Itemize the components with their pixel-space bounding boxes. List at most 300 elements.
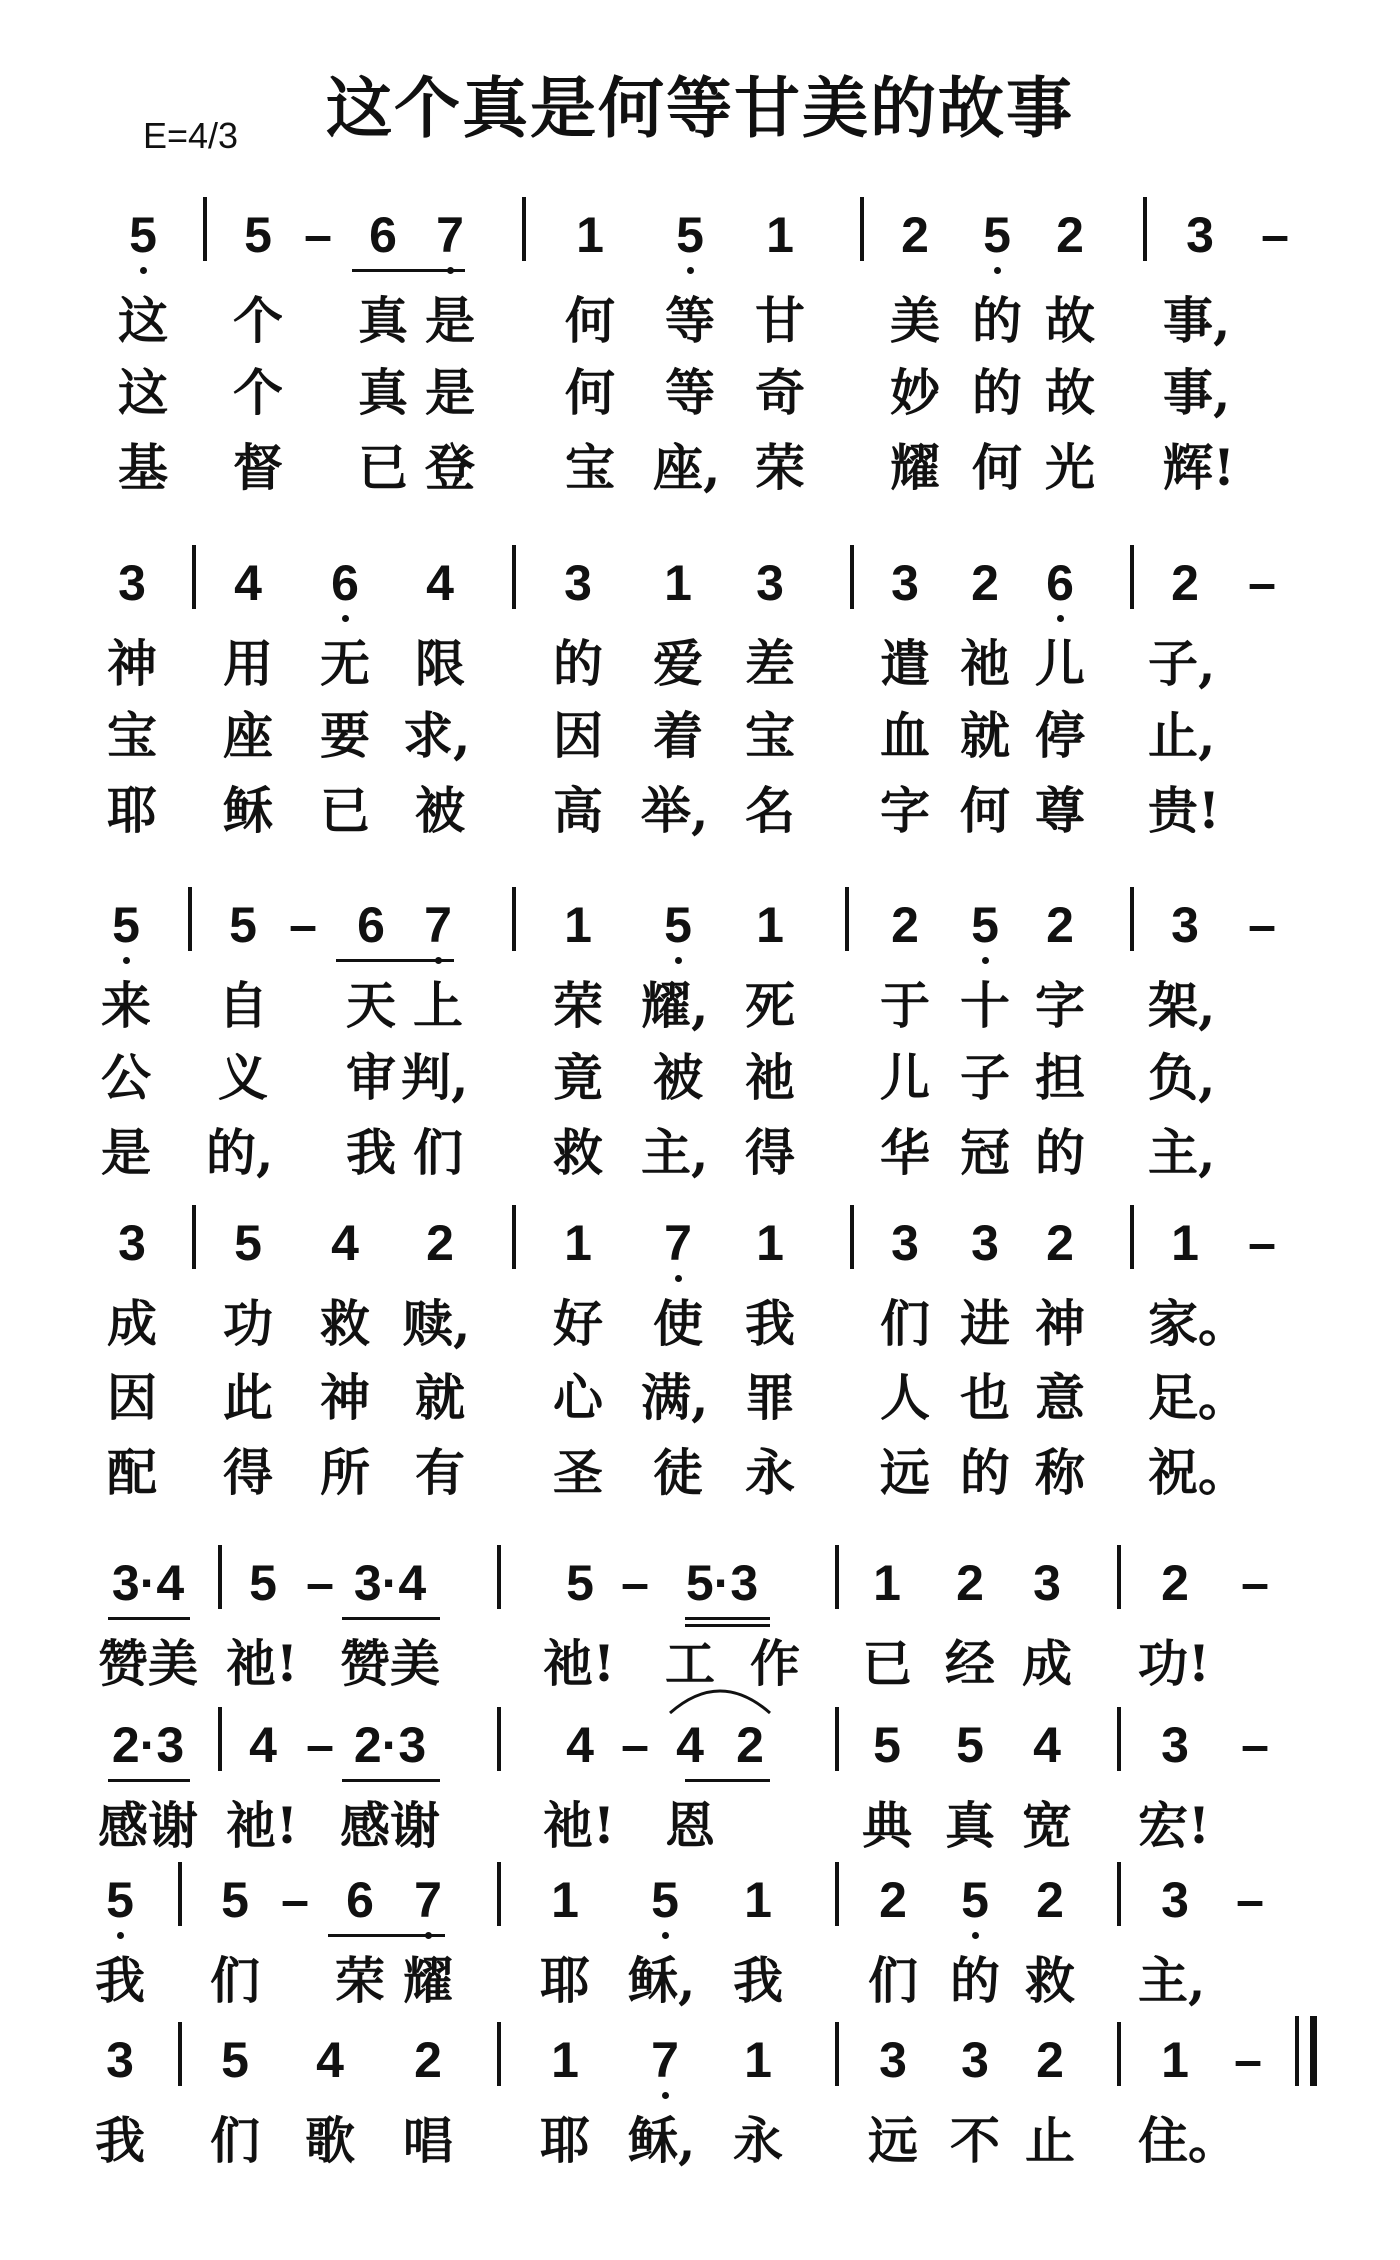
lyric-word: [628, 2110, 728, 2172]
lyric-text: 满,: [641, 1368, 709, 1427]
hold-dash: [1222, 1213, 1302, 1293]
bar-line: [835, 2022, 839, 2086]
key-signature: E=4/3: [143, 115, 239, 156]
note-text: –: [621, 1717, 649, 1773]
lyric-word: [413, 437, 487, 499]
bar-line: [512, 545, 516, 609]
lyric-text: 督: [233, 438, 283, 497]
note-text: 2: [1036, 2032, 1064, 2088]
lyric-word: [198, 1950, 272, 2012]
hold-dash: [1215, 1553, 1295, 1633]
lyric-text: 远: [868, 2111, 918, 2170]
lyric-word: [541, 705, 615, 767]
note-text: 2: [1056, 207, 1084, 263]
lyric-word: [206, 1047, 280, 1109]
lyric-word: [226, 1795, 326, 1857]
note: [1135, 1553, 1215, 1633]
note: [208, 1213, 288, 1293]
final-bar-line: [1295, 2016, 1299, 2086]
lyric-text: 甘: [755, 291, 805, 350]
lyric-word: [733, 780, 807, 842]
lyric-text: 耀: [890, 438, 940, 497]
lyric-word: [850, 1795, 924, 1857]
lyric-word: [1163, 290, 1263, 352]
lyric-text: 血: [880, 706, 930, 765]
lyric-line: [0, 633, 1400, 703]
note: [935, 2030, 1015, 2110]
lyric-text: 祂!: [226, 1796, 298, 1855]
lyric-word: [653, 437, 753, 499]
note-text: 1: [756, 897, 784, 953]
note-text: 5: [873, 1717, 901, 1773]
note: [853, 2030, 933, 2110]
lyric-text: 已: [358, 438, 408, 497]
note: [865, 1213, 945, 1293]
lyric-text: 感谢: [340, 1796, 440, 1855]
lyric-word: [1013, 2110, 1087, 2172]
note: [710, 1715, 790, 1795]
note-text: 5: [129, 207, 157, 263]
lyric-text: 徒: [653, 1443, 703, 1502]
lyric-text: 事,: [1163, 291, 1231, 350]
note-text: 1: [664, 555, 692, 611]
note: [1145, 553, 1225, 633]
lyric-word: [948, 975, 1022, 1037]
note: [930, 1715, 1010, 1795]
bar-line: [1143, 197, 1147, 261]
lyric-text: 事,: [1163, 363, 1231, 422]
lyric-word: [211, 1293, 285, 1355]
note: [1020, 1213, 1100, 1293]
notation-row: [0, 1715, 1400, 1785]
lyric-text: 竟: [553, 1048, 603, 1107]
lyric-word: [868, 633, 942, 695]
lyric-text: 座,: [653, 438, 721, 497]
lyric-word: [1023, 1047, 1097, 1109]
lyric-word: [938, 1950, 1012, 2012]
note-text: 3: [1186, 207, 1214, 263]
lyric-word: [334, 1047, 408, 1109]
note: [847, 1715, 927, 1795]
note: [930, 1553, 1010, 1633]
lyric-text: 不: [950, 2111, 1000, 2170]
lyric-text: 神: [320, 1368, 370, 1427]
note: [290, 2030, 370, 2110]
lyric-word: [334, 1122, 408, 1184]
lyric-text: 们: [210, 1951, 260, 2010]
lyric-word: [83, 2110, 157, 2172]
lyric-text: 宝: [745, 706, 795, 765]
note: [935, 1870, 1015, 1950]
lyric-line: [0, 705, 1400, 775]
lyric-word: [528, 2110, 602, 2172]
note-text: 5·3: [685, 1555, 759, 1611]
note: [400, 1213, 480, 1293]
bar-line: [192, 1205, 196, 1269]
lyric-text: 死: [745, 976, 795, 1035]
lyric-text: 华: [880, 1123, 930, 1182]
lyric-text: 就: [960, 706, 1010, 765]
lyric-word: [413, 362, 487, 424]
note-text: 5: [106, 1872, 134, 1928]
lyric-word: [933, 1633, 1007, 1695]
lyric-word: [948, 1047, 1022, 1109]
lyric-word: [1148, 633, 1248, 695]
lyric-text: 们: [868, 1951, 918, 2010]
lyric-word: [1148, 1367, 1248, 1429]
note: [1160, 205, 1240, 285]
lyric-word: [403, 780, 477, 842]
lyric-word: [391, 2110, 465, 2172]
low-octave-dot: [675, 1275, 682, 1282]
song-title: 这个真是何等甘美的故事: [326, 70, 1074, 147]
note-text: 5: [229, 897, 257, 953]
note: [730, 1213, 810, 1293]
note-text: 2: [1171, 555, 1199, 611]
note-text: 5: [983, 207, 1011, 263]
note: [853, 1870, 933, 1950]
note: [103, 205, 183, 285]
lyric-text: 个: [233, 363, 283, 422]
lyric-text: 也: [960, 1368, 1010, 1427]
lyric-text: 用: [223, 634, 273, 693]
lyric-word: [541, 1047, 615, 1109]
note-text: 3: [118, 1215, 146, 1271]
note: [718, 2030, 798, 2110]
bar-line: [835, 1707, 839, 1771]
lyric-text: 义: [218, 1048, 268, 1107]
lyric-word: [106, 437, 180, 499]
notation-row: [0, 1870, 1400, 1940]
lyric-line: [0, 290, 1400, 360]
bar-line: [835, 1862, 839, 1926]
lyric-text: 儿: [1035, 634, 1085, 693]
note: [730, 553, 810, 633]
lyric-text: 字: [880, 781, 930, 840]
lyric-word: [89, 1047, 163, 1109]
note-text: 4: [1033, 1717, 1061, 1773]
note: [1020, 895, 1100, 975]
note-text: 5: [249, 1555, 277, 1611]
lyric-word: [346, 437, 420, 499]
lyric-text: 工: [665, 1634, 715, 1693]
lyric-word: [528, 1950, 602, 2012]
lyric-word: [330, 1633, 450, 1695]
note-text: –: [1241, 1717, 1269, 1773]
lyric-text: 的: [553, 634, 603, 693]
lyric-word: [1023, 1367, 1097, 1429]
lyric-text: 被: [653, 1048, 703, 1107]
lyric-word: [868, 1367, 942, 1429]
lyric-text: 真: [358, 291, 408, 350]
lyric-word: [733, 705, 807, 767]
slur: [665, 1677, 775, 1717]
lyric-text: 主,: [1148, 1123, 1216, 1182]
lyric-line: [0, 1047, 1400, 1117]
lyric-word: [211, 780, 285, 842]
lyric-word: [308, 780, 382, 842]
low-octave-dot: [1057, 615, 1064, 622]
lyric-word: [221, 362, 295, 424]
lyric-text: 名: [745, 781, 795, 840]
note-text: 2·3: [111, 1717, 185, 1773]
note-text: 1: [744, 2032, 772, 2088]
note-text: 1: [576, 207, 604, 263]
lyric-word: [733, 1293, 807, 1355]
lyric-word: [960, 290, 1034, 352]
lyric-text: 妙: [890, 363, 940, 422]
lyric-text: 称: [1035, 1443, 1085, 1502]
lyric-word: [948, 780, 1022, 842]
low-octave-dot: [675, 957, 682, 964]
lyric-text: 登: [425, 438, 475, 497]
lyric-word: [868, 975, 942, 1037]
note-text: 7: [651, 2032, 679, 2088]
lyric-text: 求,: [403, 706, 471, 765]
lyric-word: [733, 975, 807, 1037]
note-text: –: [306, 1555, 334, 1611]
lyric-text: 荣: [755, 438, 805, 497]
lyric-word: [541, 975, 615, 1037]
lyric-text: 恩: [665, 1796, 715, 1855]
lyric-text: 于: [880, 976, 930, 1035]
lyric-text: 荣: [335, 1951, 385, 2010]
hold-dash: [1208, 2030, 1288, 2110]
lyric-text: 子,: [1148, 634, 1216, 693]
note-text: –: [1248, 1215, 1276, 1271]
lyric-text: 耀: [403, 1951, 453, 2010]
note: [388, 1870, 468, 1950]
lyric-word: [83, 1950, 157, 2012]
lyric-word: [743, 437, 817, 499]
lyric-word: [868, 1047, 942, 1109]
lyric-text: 作: [750, 1634, 800, 1693]
lyric-text: 救: [553, 1123, 603, 1182]
note: [1010, 1870, 1090, 1950]
lyric-line: [0, 1367, 1400, 1437]
lyric-word: [1010, 1795, 1084, 1857]
bar-line: [1117, 1707, 1121, 1771]
lyric-text: 高: [553, 781, 603, 840]
lyric-word: [211, 633, 285, 695]
lyric-text: 公: [101, 1048, 151, 1107]
lyric-word: [95, 1367, 169, 1429]
lyric-text: 光: [1045, 438, 1095, 497]
note-text: –: [1241, 1555, 1269, 1611]
note: [398, 895, 478, 975]
lyric-word: [541, 780, 615, 842]
lyric-text: 救: [320, 1294, 370, 1353]
lyric-text: 神: [107, 634, 157, 693]
note-text: 1: [564, 1215, 592, 1271]
lyric-text: 何: [565, 291, 615, 350]
lyric-word: [868, 705, 942, 767]
note: [92, 1213, 172, 1293]
lyric-text: 就: [415, 1368, 465, 1427]
note: [1030, 205, 1110, 285]
note-text: 2: [426, 1215, 454, 1271]
note: [80, 2030, 160, 2110]
low-octave-dot: [982, 957, 989, 964]
note-text: 2: [736, 1717, 764, 1773]
lyric-text: 祂!: [543, 1634, 615, 1693]
note: [847, 1553, 927, 1633]
lyric-word: [553, 290, 627, 352]
note: [1020, 553, 1100, 633]
note-text: 4: [676, 1717, 704, 1773]
note: [80, 1870, 160, 1950]
note-text: –: [1248, 897, 1276, 953]
lyric-word: [653, 290, 727, 352]
lyric-text: 停: [1035, 706, 1085, 765]
bar-line: [497, 1862, 501, 1926]
lyric-word: [653, 1795, 727, 1857]
notation-row: [0, 2030, 1400, 2100]
lyric-text: 们: [210, 2111, 260, 2170]
note-text: 1: [756, 1215, 784, 1271]
lyric-word: [308, 633, 382, 695]
hold-dash: [595, 1553, 675, 1633]
lyric-text: 子: [960, 1048, 1010, 1107]
lyric-text: 祂: [960, 634, 1010, 693]
lyric-word: [198, 2110, 272, 2172]
lyric-line: [0, 780, 1400, 850]
hold-dash: [1235, 205, 1315, 285]
note: [538, 1213, 618, 1293]
note-text: –: [289, 897, 317, 953]
lyric-word: [1023, 633, 1097, 695]
note-text: 5: [956, 1717, 984, 1773]
lyric-word: [211, 1367, 285, 1429]
lyric-word: [95, 780, 169, 842]
note-text: 4: [566, 1717, 594, 1773]
lyric-word: [641, 1047, 715, 1109]
bar-line: [178, 1862, 182, 1926]
note: [538, 553, 618, 633]
lyric-text: 配: [107, 1443, 157, 1502]
lyric-line: [0, 1795, 1400, 1865]
note-text: 1: [1161, 2032, 1189, 2088]
lyric-text: 稣,: [628, 1951, 696, 2010]
bar-line: [218, 1707, 222, 1771]
lyric-word: [308, 1293, 382, 1355]
lyric-word: [1023, 1442, 1097, 1504]
bar-line: [835, 1545, 839, 1609]
low-octave-dot: [687, 267, 694, 274]
lyric-word: [1033, 362, 1107, 424]
lyric-word: [1148, 705, 1248, 767]
bar-line: [850, 1205, 854, 1269]
note-text: 4: [316, 2032, 344, 2088]
note-text: 6: [369, 207, 397, 263]
note-text: –: [621, 1555, 649, 1611]
final-bar-line: [1310, 2016, 1317, 2086]
lyric-text: 唱: [403, 2111, 453, 2170]
lyric-word: [960, 437, 1034, 499]
bar-line: [218, 1545, 222, 1609]
lyric-text: 祂!: [543, 1796, 615, 1855]
lyric-text: 意: [1035, 1368, 1085, 1427]
lyric-text: 心: [553, 1368, 603, 1427]
note-text: 3: [879, 2032, 907, 2088]
lyric-text: 功: [223, 1294, 273, 1353]
lyric-word: [733, 1122, 807, 1184]
lyric-word: [733, 633, 807, 695]
note-text: 5: [676, 207, 704, 263]
lyric-word: [1138, 1795, 1238, 1857]
lyric-text: 人: [880, 1368, 930, 1427]
lyric-word: [743, 290, 817, 352]
lyric-word: [106, 362, 180, 424]
lyric-text: 的: [960, 1443, 1010, 1502]
lyric-word: [1148, 975, 1248, 1037]
beam-underline: [108, 1617, 190, 1620]
lyric-word: [733, 1047, 807, 1109]
bar-line: [203, 197, 207, 261]
lyric-text: 赞美: [340, 1634, 440, 1693]
lyric-word: [323, 1950, 397, 2012]
lyric-text: 已: [320, 781, 370, 840]
note-text: 4: [426, 555, 454, 611]
bar-line: [497, 1545, 501, 1609]
lyric-text: 足。: [1148, 1368, 1248, 1427]
lyric-line: [0, 2110, 1400, 2180]
note: [335, 1715, 445, 1795]
lyric-word: [88, 1633, 208, 1695]
bar-line: [512, 887, 516, 951]
beam-underline: [685, 1779, 770, 1782]
lyric-word: [733, 1367, 807, 1429]
note: [92, 553, 172, 633]
note: [388, 2030, 468, 2110]
lyric-word: [541, 1442, 615, 1504]
note: [638, 895, 718, 975]
lyric-text: 远: [880, 1443, 930, 1502]
lyric-text: 我: [346, 1123, 396, 1182]
lyric-word: [641, 780, 741, 842]
lyric-text: 因: [553, 706, 603, 765]
beam-underline: [328, 1934, 445, 1937]
lyric-text: 的,: [206, 1123, 274, 1182]
note-text: 2: [1161, 1555, 1189, 1611]
lyric-word: [211, 705, 285, 767]
lyric-word: [330, 1795, 450, 1857]
note-text: 3: [564, 555, 592, 611]
lyric-word: [938, 2110, 1012, 2172]
lyric-word: [641, 975, 741, 1037]
lyric-text: 是: [425, 363, 475, 422]
lyric-word: [541, 1367, 615, 1429]
lyric-text: 这: [118, 363, 168, 422]
note: [638, 553, 718, 633]
note: [550, 205, 630, 285]
note: [525, 2030, 605, 2110]
note: [945, 1213, 1025, 1293]
beam-underline: [352, 269, 465, 272]
lyric-word: [401, 1047, 501, 1109]
lyric-word: [106, 290, 180, 352]
lyric-text: 的: [1035, 1123, 1085, 1182]
lyric-text: 等: [665, 363, 715, 422]
note-text: 5: [651, 1872, 679, 1928]
note-text: 3: [1161, 1717, 1189, 1773]
note-text: 3: [1171, 897, 1199, 953]
note: [650, 205, 730, 285]
lyric-text: 尊: [1035, 781, 1085, 840]
lyric-text: 主,: [1138, 1951, 1206, 2010]
note: [730, 895, 810, 975]
note-text: 1: [873, 1555, 901, 1611]
